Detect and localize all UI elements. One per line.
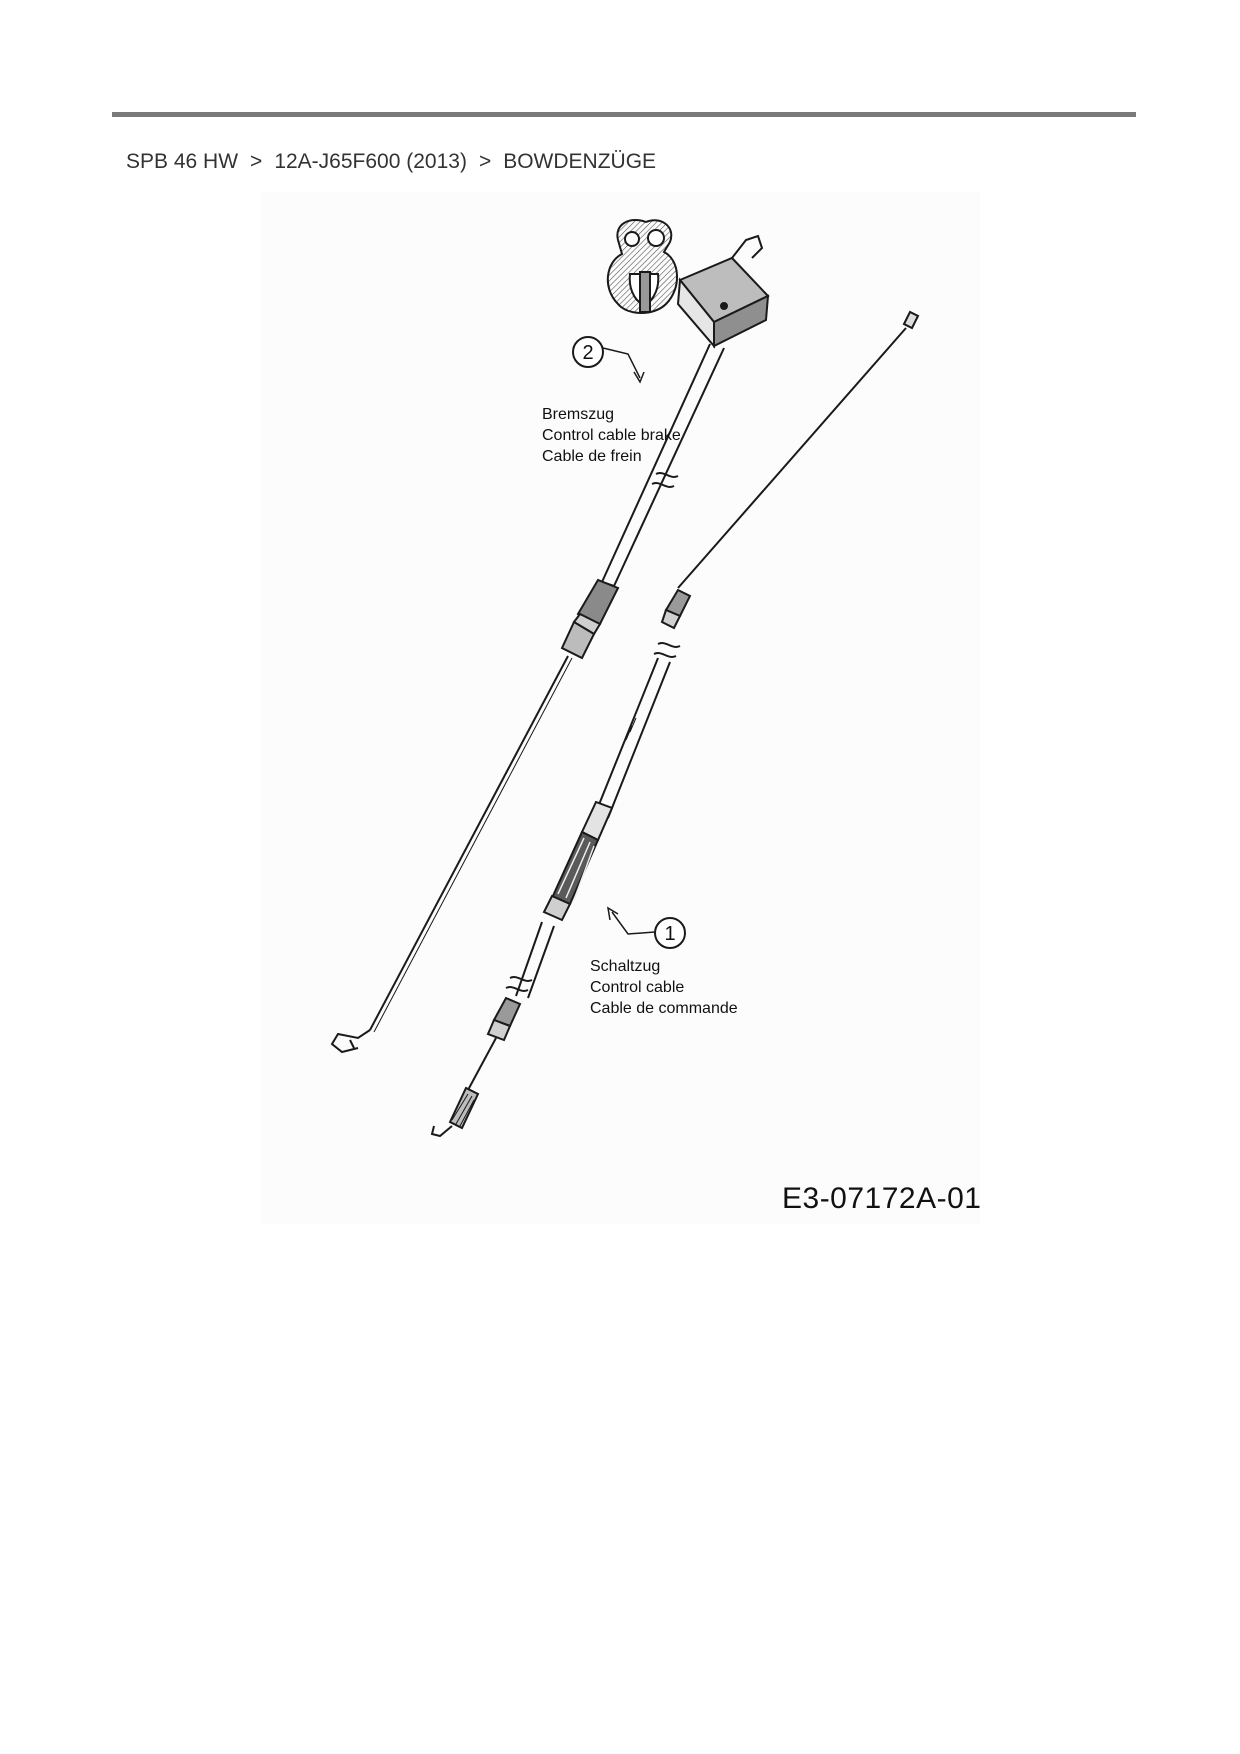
callout-2-label [542, 404, 681, 467]
callout-2-line-de: Bremszug [542, 406, 615, 423]
breadcrumb-item-variant[interactable]: 12A-J65F600 (2013) [274, 150, 467, 173]
callout-1-line-en: Control cable [590, 979, 685, 996]
cable-drawing [262, 192, 980, 1224]
callout-1-marker [608, 908, 685, 948]
breadcrumb-item-model[interactable]: SPB 46 HW [126, 150, 239, 173]
breadcrumb-separator: > [250, 150, 263, 173]
diagram-code: E3-07172A-01 [782, 1182, 982, 1215]
callout-1-number: 1 [664, 923, 676, 945]
callout-2-marker [573, 337, 644, 382]
callout-1-line-fr: Cable de commande [590, 1000, 738, 1017]
callout-2-number: 2 [582, 342, 594, 364]
callout-2-line-en: Control cable brake [542, 427, 681, 444]
callout-2-line-fr: Cable de frein [542, 448, 642, 465]
brake-handle-block [678, 236, 768, 346]
callout-1-label [590, 956, 738, 1019]
breadcrumb-separator: > [478, 150, 492, 173]
breadcrumb [126, 150, 656, 174]
parts-diagram [262, 192, 980, 1224]
breadcrumb-item-current: BOWDENZÜGE [503, 150, 657, 173]
lever-clip-detail [608, 220, 677, 313]
callout-1-line-de: Schaltzug [590, 958, 661, 975]
header-rule [112, 112, 1136, 117]
